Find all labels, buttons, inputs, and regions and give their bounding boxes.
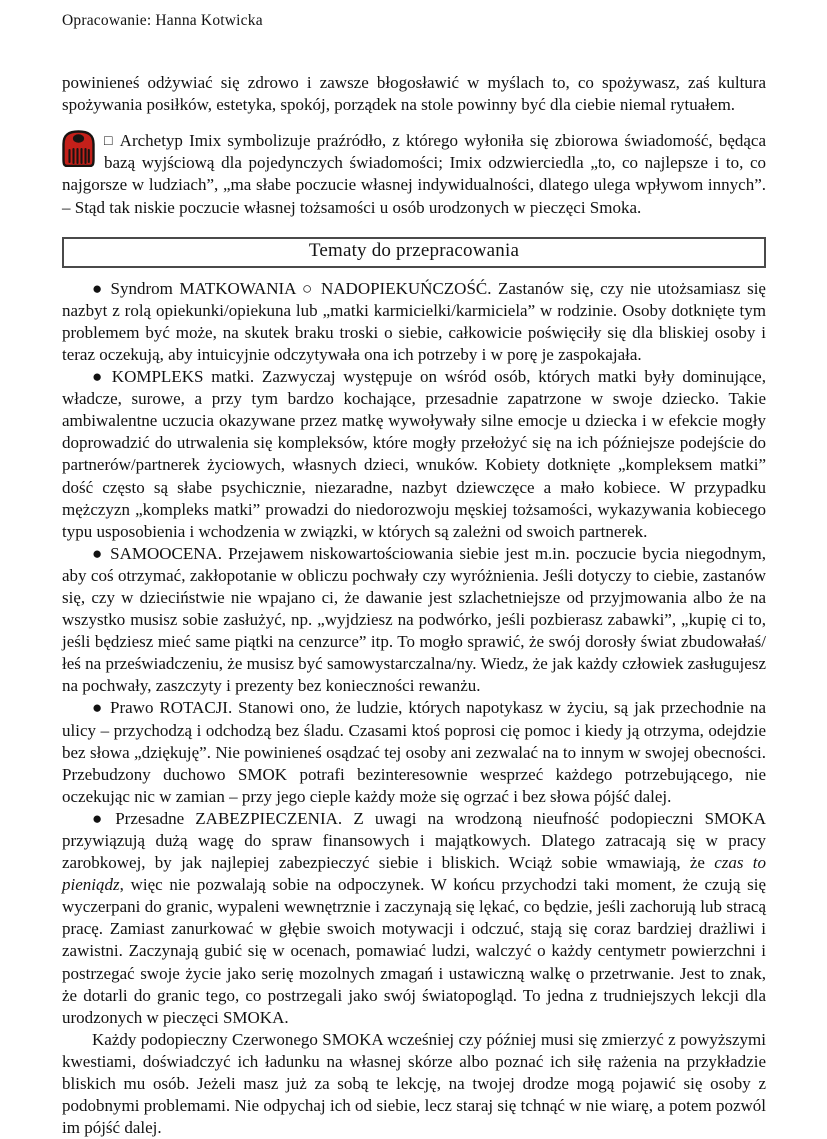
bullet-paragraph-mothering-syndrome: [62, 278, 766, 366]
bullet-text: Prawo ROTACJI. Stanowi ono, że ludzie, których napotykasz w życiu, są jak przechodnie na ulicy – przychodzą i odchodzą bez śladu. Czasami ktoś poprosi cię pomoc i kiedy ją otrzyma, odejdzie bez słowa „dziękuję”. Nie powinieneś osądzać tej osoby ani zezwalać na to innym w swojej obecności. Przebudzony duchowo SMOK potrafi bezinteresownie wesprzeć każdego potrzebującego, nie oczekując nic w zamian – przy jego cieple każdy może się ogrzać i bez słowa pójść dalej.: [62, 698, 766, 806]
bullet-icon: ●: [92, 367, 106, 387]
bullet-paragraph-mother-complex: [62, 366, 766, 543]
bullet-paragraph-self-esteem: [62, 543, 766, 698]
bullet-text-post: , więc nie pozwalają sobie na odpoczynek. W końcu przychodzi taki moment, że czują się wyczerpani do granic, wypaleni wewnętrznie i zaczynają się lękać, co będzie, jeśli zachorują lub stracą pracę. Zamiast zanurkować w głębie swoich motywacji i odczuć, stają się coraz bardziej drażliwi i zawistni. Zaczynają gubić się w ocenach, pomawiać ludzi, walczyć o każdy centymetr powierzchni i postrzegać swoje życie jako serię mozolnych zmagań i ustawiczną walkę o przetrwanie. Jest to znak, że dotarli do granic tego, co postrzegali jako swój światopogląd. To jedna z trudniejszych lekcji dla urodzonych w pieczęci SMOKA.: [62, 875, 766, 1027]
bullet-text-italic-phrase: czas to pieniądz: [62, 853, 766, 895]
bullet-icon: ●: [92, 543, 105, 563]
bullet-icon: ●: [92, 278, 105, 298]
bullet-paragraph-excessive-security: [62, 808, 766, 1029]
section-heading-box: [62, 237, 766, 268]
bullet-text: Syndrom MATKOWANIA ○ NADOPIEKUŃCZOŚĆ. Zastanów się, czy nie utożsamiasz się nazbyt z rolą opiekunki/opiekuna lub „matki karmicielki/karmiciela” w rodzinie. Osoby dotknięte tym problemem być może, na skutek braku troski o siebie, całkowicie poświęciły się dla bliskiej osoby i teraz oczekują, aby intuicyjnie odczytywała ona ich potrzeby i w porę je zaspokajała.: [62, 278, 766, 364]
intro-paragraph: powinieneś odżywiać się zdrowo i zawsze błogosławić w myślach to, co spożywasz, zaś kultura spożywania posiłków, estetyka, spokój, porządek na stole powinny być dla ciebie niemal rytuałem.: [62, 73, 766, 115]
imix-paragraph: [62, 130, 766, 218]
bullet-icon: ●: [92, 698, 104, 718]
square-list-marker: □: [104, 134, 115, 150]
imix-seal-icon: [62, 130, 95, 167]
section-title: Tematy do przepracowania: [308, 239, 520, 261]
imix-paragraph-text: Archetyp Imix symbolizuje praźródło, z którego wyłoniła się zbiorowa świadomość, będąca bazą wyjściową dla pojedynczych świadomości; Imix odzwierciedla „to, co najlepsze i to, co najgorsze w ludziach”, „ma słabe poczucie własnej indywidualności, dlatego ulega wpływom innych”. – Stąd tak niskie poczucie własnej tożsamości u osób urodzonych w pieczęci Smoka.: [62, 131, 766, 217]
closing-paragraph: Każdy podopieczny Czerwonego SMOKA wcześniej czy później musi się zmierzyć z powyższymi kwestiami, doświadczyć ich ładunku na własnej skórze albo poznać ich siłę rażenia na przykładzie bliskich mu osób. Jeżeli masz już za sobą te lekcję, na twojej drodze mogą pojawić się osoby z podobnymi problemami. Nie odpychaj ich od siebie, lecz staraj się tchnąć w nie wiarę, a potem pozwól im pójść dalej.: [62, 1029, 766, 1138]
imix-archetype-block: [62, 130, 766, 218]
bullet-text: SAMOOCENA. Przejawem niskowartościowania siebie jest m.in. poczucie bycia niegodnym, aby coś otrzymać, zakłopotanie w obliczu pochwały czy wyróżnienia. Jeśli dotyczy to ciebie, zastanów się, czy w dzieciństwie nie wpajano ci, że dawanie jest szlachetniejsze od przyjmowania albo że na wszystko musisz sobie zasłużyć, np. „wyjdziesz na podwórko, jeśli pozbierasz zabawki”, „kupię ci to, jeśli będziesz mieć same piątki na cenzurce” itp. To mogło sprawić, że swój dorosły świat zbudowałaś/łeś na przeświadczeniu, że musisz być samowystarczalna/ny. Wiedz, że jak każdy człowiek zasługujesz na pochwały, zaszczyty i prezenty bez konieczności rewanżu.: [62, 543, 766, 696]
bullet-text-pre: Przesadne ZABEZPIECZENIA. Z uwagi na wrodzoną nieufność podopieczni SMOKA przywiązują dużą wagę do spraw finansowych i majątkowych. Dlatego zatracają się w pracy zarobkowej, by jak najlepiej zabezpieczyć siebie i bliskich. Wciąż sobie wmawiają, że: [62, 808, 766, 873]
bullet-icon: ●: [92, 808, 110, 828]
bullet-paragraph-rotation-law: [62, 697, 766, 807]
document-credit-line: Opracowanie: Hanna Kotwicka: [62, 12, 263, 29]
bullet-text: KOMPLEKS matki. Zazwyczaj występuje on wśród osób, których matki były dominujące, władcze, surowe, a przy tym bardzo kochające, przesadnie zapatrzone w swoje dziecko. Takie ambiwalentne uczucia okazywane przez matkę wywoływały silne emocje u dziecka i w efekcie mogły doprowadzić do utrwalenia się kompleksów, które mogły przełożyć się na ich późniejsze podejście do partnerów/partnerek życiowych, własnych dzieci, wnuków. Kobiety dotknięte „kompleksem matki” dość często są słabe psychicznie, niezaradne, nazbyt dziewczęce a mało kobiece. W przypadku mężczyzn „kompleks matki” prowadzi do niedorozwoju męskiej tożsamości, wykazywania kobiecego typu usposobienia i wchodzenia w związki, w których są zależni od swoich partnerek.: [62, 367, 766, 541]
